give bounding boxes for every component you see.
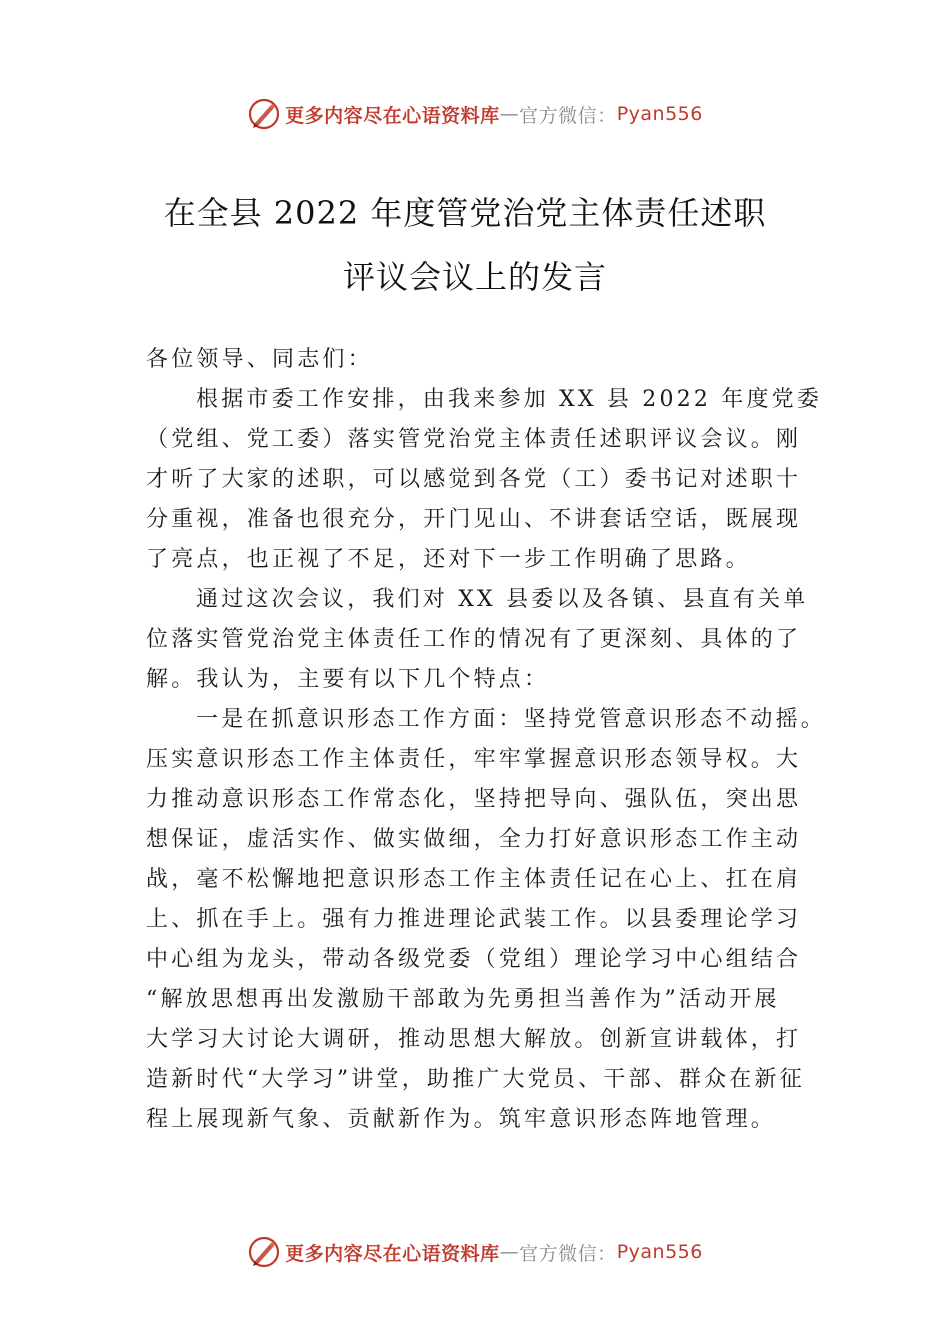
watermark-brand: 更多内容尽在心语资料库 [285, 1242, 500, 1265]
header-watermark [0, 92, 950, 136]
body-line: 程上展现新气象、贡献新作为。筑牢意识形态阵地管理。 [146, 1107, 777, 1132]
body-line: 分重视，准备也很充分，开门见山、不讲套话空话，既展现 [146, 507, 802, 532]
watermark-channel: 官方微信： [519, 1242, 617, 1265]
body-line: 通过这次会议，我们对 XX 县委以及各镇、县直有关单 [196, 587, 809, 612]
salutation: 各位领导、同志们： [146, 347, 373, 372]
watermark-dash: — [499, 103, 520, 125]
body-line: 大学习大讨论大调研，推动思想大解放。创新宣讲载体，打 [146, 1027, 802, 1052]
document-title-line-1: 在全县 2022 年度管党治党主体责任述职 [163, 194, 767, 232]
body-line: 战，毫不松懈地把意识形态工作主体责任记在心上、扛在肩 [146, 867, 802, 892]
watermark-wechat-id: Pyan556 [616, 1241, 703, 1263]
watermark-brand: 更多内容尽在心语资料库 [285, 104, 500, 127]
pen-circle-icon [247, 97, 281, 131]
document-title-line-2: 评议会议上的发言 [342, 258, 607, 296]
body-line: （党组、党工委）落实管党治党主体责任述职评议会议。刚 [146, 427, 802, 452]
body-line: 压实意识形态工作主体责任，牢牢掌握意识形态领导权。大 [146, 747, 802, 772]
body-line: 才听了大家的述职，可以感觉到各党（工）委书记对述职十 [146, 467, 802, 492]
body-line: 中心组为龙头，带动各级党委（党组）理论学习中心组结合 [146, 947, 802, 972]
body-line: 造新时代“大学习”讲堂，助推广大党员、干部、群众在新征 [146, 1067, 805, 1092]
body-line: 一是在抓意识形态工作方面：坚持党管意识形态不动摇。 [196, 707, 827, 732]
pen-circle-icon [247, 1235, 281, 1269]
footer-watermark [0, 1230, 950, 1274]
body-line: 力推动意识形态工作常态化，坚持把导向、强队伍，突出思 [146, 787, 802, 812]
body-line: 解。我认为，主要有以下几个特点： [146, 667, 550, 692]
body-line: 想保证，虚活实作、做实做细，全力打好意识形态工作主动 [146, 827, 802, 852]
watermark-channel: 官方微信： [519, 104, 617, 127]
body-line: 上、抓在手上。强有力推进理论武装工作。以县委理论学习 [146, 907, 802, 932]
watermark-wechat-id: Pyan556 [616, 103, 703, 125]
body-line: 位落实管党治党主体责任工作的情况有了更深刻、具体的了 [146, 627, 802, 652]
body-line: “解放思想再出发激励干部敢为先勇担当善作为”活动开展 [146, 987, 780, 1012]
document-body [146, 340, 836, 1140]
body-line: 根据市委工作安排，由我来参加 XX 县 2022 年度党委 [196, 387, 823, 412]
body-line: 了亮点，也正视了不足，还对下一步工作明确了思路。 [146, 547, 751, 572]
watermark-dash: — [499, 1241, 520, 1263]
